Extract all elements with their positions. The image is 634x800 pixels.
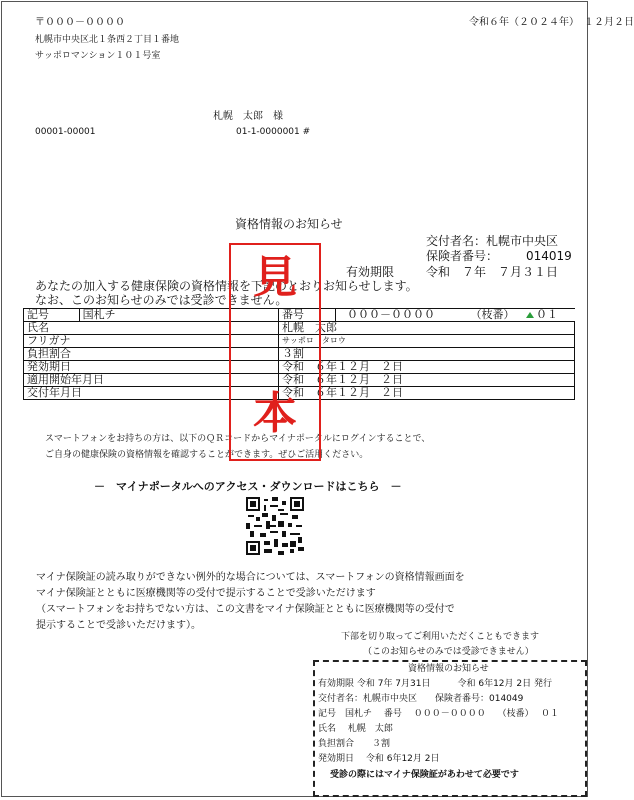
- row-value: 令和 ６年１２月 ２日: [279, 374, 575, 387]
- stamp-char-1: 見: [253, 252, 297, 303]
- row-value: 令和 ６年１２月 ２日: [279, 387, 575, 400]
- address-line-1: 札幌市中央区北１条西２丁目１番地: [35, 35, 180, 45]
- edaban-label: （枝番）: [470, 308, 515, 321]
- exception-line-4: 提示することで受診いただけます）。: [36, 620, 201, 631]
- card-footer: 受診の際にはマイナ保険証があわせて必要です: [330, 770, 519, 780]
- card-line-5: 負担割合 ３割: [318, 739, 391, 749]
- row-label: 適用開始年月日: [24, 374, 279, 387]
- kigou-label: 記号: [24, 309, 80, 322]
- cutout-note-line-1: 下部を切り取ってご利用いただくこともできます: [341, 632, 540, 642]
- card-title: 資格情報のお知らせ: [408, 664, 489, 674]
- recipient-name: 札幌 太郎 様: [213, 111, 283, 122]
- row-value: ３割: [279, 348, 575, 361]
- insurer-number-value: 014019: [526, 249, 572, 263]
- card-line-1: 有効期限 令和 7年 7月31日 令和 6年12月 2日 発行: [318, 679, 552, 689]
- card-line-2: 交付者名：札幌市中央区 保険者番号：014049: [318, 694, 524, 704]
- row-value: 札幌 太郎: [279, 322, 575, 335]
- bangou-label: 番号: [279, 309, 336, 322]
- row-label: 氏名: [24, 322, 279, 335]
- issue-date: 令和６年（２０２４年） １２月２日: [469, 17, 634, 28]
- cutout-note-line-2: （このお知らせのみでは受診できません）: [363, 647, 534, 657]
- validity-value: 令和 ７年 ７月３１日: [426, 265, 559, 279]
- kigou-value: 国札チ: [79, 309, 278, 322]
- exception-line-3: （スマートフォンをお持ちでない方は、この文書をマイナ保険証とともに医療機関等の受付で: [36, 604, 455, 615]
- document-title: 資格情報のお知らせ: [235, 217, 343, 231]
- card-line-4: 氏名 札幌 太郎: [318, 724, 393, 734]
- exception-line-1: マイナ保険証の読み取りができない例外的な場合については、スマートフォンの資格情報画面を: [36, 572, 465, 583]
- sample-stamp: [229, 243, 321, 461]
- row-label: 発効期日: [24, 361, 279, 374]
- validity-label: 有効期限: [346, 265, 395, 279]
- intro-line-1: あなたの加入する健康保険の資格情報を下記のとおりお知らせします。: [35, 279, 418, 293]
- edaban-value: ０１: [536, 308, 558, 321]
- row-value: サッポロ タロウ: [279, 335, 575, 348]
- postal-code: 〒０００－００００: [35, 17, 125, 28]
- row-value: 令和 ６年１２月 ２日: [279, 361, 575, 374]
- exception-line-2: マイナ保険証とともに医療機関等の受付で提示することで受診いただけます: [36, 588, 376, 599]
- insurer-number-label: 保険者番号：: [426, 249, 499, 263]
- smartphone-line-2: ご自身の健康保険の資格情報を確認することができます。ぜひご活用ください。: [45, 450, 369, 460]
- code-left: 00001-00001: [35, 127, 96, 137]
- card-line-3: 記号 国札チ 番号 ０００－００００ （枝番） ０１: [318, 709, 559, 719]
- issuer-name: 交付者名：札幌市中央区: [426, 234, 559, 248]
- portal-heading: － マイナポータルへのアクセス・ダウンロードはこちら －: [94, 480, 402, 493]
- corner-mark-icon: [526, 312, 534, 318]
- address-line-2: サッポロマンション１０１号室: [35, 51, 161, 61]
- smartphone-line-1: スマートフォンをお持ちの方は、以下のＱＲコードからマイナポータルにログインすることで、: [45, 434, 431, 444]
- row-label: 負担割合: [24, 348, 279, 361]
- row-label: フリガナ: [24, 335, 279, 348]
- bangou-value: ０００－００００: [347, 308, 435, 321]
- stamp-char-2: 本: [253, 388, 297, 439]
- card-line-6: 発効期日 令和 6年12月 2日: [318, 754, 440, 764]
- code-right: 01-1-0000001 #: [236, 127, 311, 137]
- row-label: 交付年月日: [24, 387, 279, 400]
- intro-line-2: なお、このお知らせのみでは受診できません。: [35, 293, 288, 307]
- qr-code[interactable]: [246, 497, 304, 555]
